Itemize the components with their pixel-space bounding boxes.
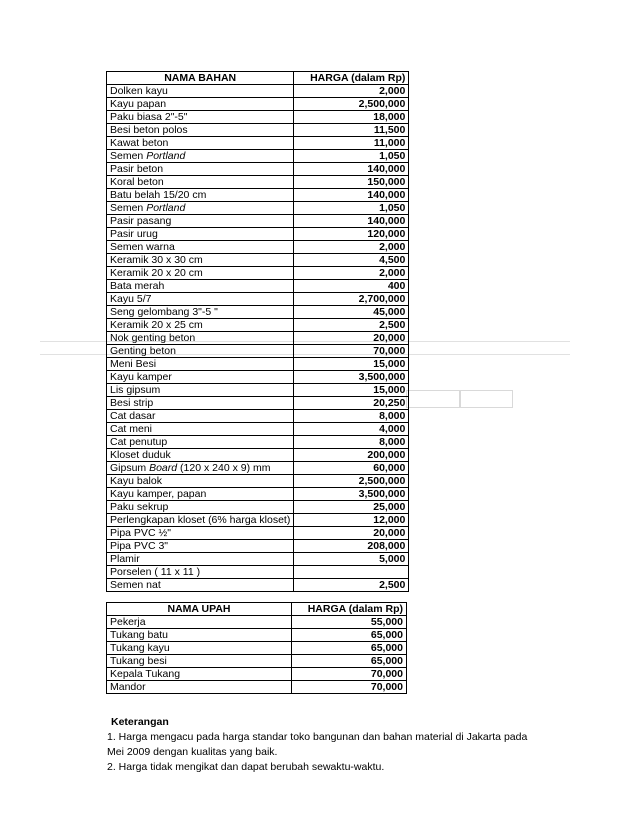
item-name-cell — [107, 436, 294, 449]
item-name: Batu belah 15/20 cm — [110, 189, 207, 201]
item-price-cell: 20,250 — [294, 397, 409, 410]
table-row — [107, 668, 407, 681]
item-price-cell: 20,000 — [294, 527, 409, 540]
item-price-cell: 12,000 — [294, 514, 409, 527]
table-row — [107, 176, 409, 189]
item-price-cell: 11,500 — [294, 124, 409, 137]
item-name: Gipsum — [110, 462, 150, 474]
item-name: Kayu 5/7 — [110, 293, 152, 305]
wage-price-table — [106, 602, 407, 694]
item-name-cell — [107, 267, 294, 280]
item-name: Kayu papan — [110, 98, 167, 110]
item-name: Koral beton — [110, 176, 164, 188]
item-price-cell: 4,500 — [294, 254, 409, 267]
item-name-cell — [107, 280, 294, 293]
item-name: Pasir urug — [110, 228, 158, 240]
table-row — [107, 345, 409, 358]
item-name-cell — [107, 655, 292, 668]
item-name: Kayu balok — [110, 475, 162, 487]
item-name-cell — [107, 98, 294, 111]
table-row — [107, 163, 409, 176]
item-name-cell — [107, 241, 294, 254]
item-price-cell: 65,000 — [292, 629, 407, 642]
item-price-cell: 150,000 — [294, 176, 409, 189]
table-header-row — [107, 603, 407, 616]
item-name-cell — [107, 501, 294, 514]
table-row — [107, 150, 409, 163]
table-row — [107, 436, 409, 449]
item-name-cell — [107, 449, 294, 462]
table-row — [107, 566, 409, 579]
item-price-cell: 208,000 — [294, 540, 409, 553]
item-name-cell — [107, 306, 294, 319]
item-name-cell — [107, 397, 294, 410]
item-name: Semen warna — [110, 241, 175, 253]
table-row — [107, 629, 407, 642]
table-row — [107, 579, 409, 592]
item-price-cell: 2,500,000 — [294, 475, 409, 488]
item-name-cell — [107, 514, 294, 527]
item-name-italic: Portland — [146, 202, 186, 214]
item-name-cell — [107, 475, 294, 488]
item-name-cell — [107, 228, 294, 241]
item-name-cell — [107, 629, 292, 642]
table-row — [107, 681, 407, 694]
item-name: Seng gelombang 3"-5 " — [110, 306, 218, 318]
item-price-cell: 70,000 — [294, 345, 409, 358]
table-row — [107, 423, 409, 436]
item-name-cell — [107, 423, 294, 436]
item-price-cell: 55,000 — [292, 616, 407, 629]
table-row — [107, 267, 409, 280]
item-price-cell: 1,050 — [294, 150, 409, 163]
item-price-cell: 2,500 — [294, 579, 409, 592]
item-name: Kawat beton — [110, 137, 169, 149]
table-row — [107, 85, 409, 98]
item-price-cell: 15,000 — [294, 358, 409, 371]
item-name-cell — [107, 384, 294, 397]
item-price-cell: 3,500,000 — [294, 371, 409, 384]
table-row — [107, 488, 409, 501]
table-row — [107, 475, 409, 488]
notes-section — [107, 715, 577, 775]
item-price-cell: 140,000 — [294, 215, 409, 228]
item-name: Pipa PVC ½" — [110, 527, 171, 539]
item-name-cell — [107, 332, 294, 345]
item-name: Pasir pasang — [110, 215, 172, 227]
item-name: Lis gipsum — [110, 384, 161, 396]
item-name-cell — [107, 681, 292, 694]
table-row — [107, 371, 409, 384]
item-price-cell: 45,000 — [294, 306, 409, 319]
item-name: Pasir beton — [110, 163, 164, 175]
item-price-cell: 2,500,000 — [294, 98, 409, 111]
table-row — [107, 254, 409, 267]
item-price-cell: 25,000 — [294, 501, 409, 514]
item-name: Cat dasar — [110, 410, 156, 422]
item-name-cell — [107, 553, 294, 566]
column-header-material-name: NAMA BAHAN — [107, 72, 294, 85]
item-price-cell: 5,000 — [294, 553, 409, 566]
item-name: Tukang kayu — [110, 642, 170, 654]
table-row — [107, 280, 409, 293]
item-price-cell: 8,000 — [294, 436, 409, 449]
table-row — [107, 137, 409, 150]
table-row — [107, 319, 409, 332]
item-price-cell: 120,000 — [294, 228, 409, 241]
item-name: Pipa PVC 3" — [110, 540, 169, 552]
item-name-cell — [107, 345, 294, 358]
note-line: Mei 2009 dengan kualitas yang baik. — [107, 746, 278, 758]
item-price-cell: 15,000 — [294, 384, 409, 397]
column-header-wage-name: NAMA UPAH — [107, 603, 292, 616]
column-header-price: HARGA (dalam Rp) — [294, 72, 409, 85]
wage-table-body — [107, 616, 407, 694]
item-name: Paku biasa 2"-5" — [110, 111, 188, 123]
item-price-cell: 65,000 — [292, 642, 407, 655]
item-name: Keramik 20 x 25 cm — [110, 319, 203, 331]
item-name-cell — [107, 410, 294, 423]
table-row — [107, 306, 409, 319]
table-row — [107, 553, 409, 566]
item-price-cell: 20,000 — [294, 332, 409, 345]
item-name: Kayu kamper, papan — [110, 488, 207, 500]
table-header-row — [107, 72, 409, 85]
table-row — [107, 501, 409, 514]
table-row — [107, 616, 407, 629]
note-line: 2. Harga tidak mengikat dan dapat berubah sewaktu-waktu. — [107, 761, 385, 773]
item-name-cell — [107, 642, 292, 655]
column-header-price: HARGA (dalam Rp) — [292, 603, 407, 616]
table-row — [107, 655, 407, 668]
item-name-cell — [107, 579, 294, 592]
table-row — [107, 215, 409, 228]
item-name-cell — [107, 85, 294, 98]
table-row — [107, 98, 409, 111]
item-price-cell: 2,000 — [294, 85, 409, 98]
item-price-cell: 18,000 — [294, 111, 409, 124]
item-name-cell — [107, 616, 292, 629]
table-row — [107, 410, 409, 423]
item-name: Mandor — [110, 681, 146, 693]
item-name: Nok genting beton — [110, 332, 196, 344]
item-price-cell: 140,000 — [294, 163, 409, 176]
material-table-body — [107, 85, 409, 592]
item-name: Semen — [110, 202, 147, 214]
item-name: Kepala Tukang — [110, 668, 181, 680]
item-name-cell — [107, 254, 294, 267]
item-name-italic: Board — [149, 462, 178, 474]
item-price-cell: 2,000 — [294, 267, 409, 280]
item-name: Tukang besi — [110, 655, 167, 667]
item-price-cell: 70,000 — [292, 681, 407, 694]
item-name: Meni Besi — [110, 358, 157, 370]
item-name: Kayu kamper — [110, 371, 172, 383]
item-price-cell: 400 — [294, 280, 409, 293]
item-price-cell: 70,000 — [292, 668, 407, 681]
item-price-cell: 200,000 — [294, 449, 409, 462]
item-name-cell — [107, 189, 294, 202]
table-row — [107, 189, 409, 202]
table-row — [107, 202, 409, 215]
note-line: 1. Harga mengacu pada harga standar toko bangunan dan bahan material di Jakarta pada — [107, 731, 528, 743]
table-row — [107, 384, 409, 397]
table-row — [107, 332, 409, 345]
item-name-cell — [107, 488, 294, 501]
table-row — [107, 540, 409, 553]
table-row — [107, 293, 409, 306]
item-price-cell: 60,000 — [294, 462, 409, 475]
item-name-cell — [107, 540, 294, 553]
table-row — [107, 527, 409, 540]
table-row — [107, 449, 409, 462]
item-name-cell — [107, 462, 294, 475]
item-name: Semen — [110, 150, 147, 162]
item-price-cell: 4,000 — [294, 423, 409, 436]
item-name-cell — [107, 202, 294, 215]
item-price-cell: 2,700,000 — [294, 293, 409, 306]
notes-title: Keterangan — [111, 716, 169, 728]
table-row — [107, 397, 409, 410]
item-name-cell — [107, 566, 294, 579]
item-price-cell: 11,000 — [294, 137, 409, 150]
table-row — [107, 111, 409, 124]
item-name: Keramik 30 x 30 cm — [110, 254, 203, 266]
item-name-cell — [107, 124, 294, 137]
item-name-cell — [107, 319, 294, 332]
item-price-cell: 3,500,000 — [294, 488, 409, 501]
item-name-cell — [107, 137, 294, 150]
item-name: Kloset duduk — [110, 449, 171, 461]
item-name-cell — [107, 111, 294, 124]
empty-cell-outline — [459, 390, 461, 408]
item-name: Besi strip — [110, 397, 154, 409]
item-name-cell — [107, 215, 294, 228]
item-name: Genting beton — [110, 345, 176, 357]
item-name-cell — [107, 358, 294, 371]
item-name: Dolken kayu — [110, 85, 168, 97]
item-price-cell: 8,000 — [294, 410, 409, 423]
item-name-suffix: (120 x 240 x 9) mm — [177, 462, 271, 474]
table-row — [107, 241, 409, 254]
table-row — [107, 358, 409, 371]
item-name: Perlengkapan kloset (6% harga kloset) — [110, 514, 291, 526]
item-name: Semen nat — [110, 579, 161, 591]
table-row — [107, 642, 407, 655]
item-price-cell: 2,500 — [294, 319, 409, 332]
item-name: Tukang batu — [110, 629, 168, 641]
item-price-cell: 65,000 — [292, 655, 407, 668]
item-name-cell — [107, 163, 294, 176]
item-price-cell: 1,050 — [294, 202, 409, 215]
item-name-cell — [107, 293, 294, 306]
table-row — [107, 228, 409, 241]
item-name-cell — [107, 176, 294, 189]
item-name-cell — [107, 150, 294, 163]
item-name-cell — [107, 527, 294, 540]
table-row — [107, 462, 409, 475]
item-name: Porselen ( 11 x 11 ) — [110, 566, 201, 578]
material-price-table — [106, 71, 409, 592]
item-name: Paku sekrup — [110, 501, 169, 513]
item-name: Plamir — [110, 553, 140, 565]
item-name: Besi beton polos — [110, 124, 188, 136]
item-name: Keramik 20 x 20 cm — [110, 267, 203, 279]
item-price-cell: 140,000 — [294, 189, 409, 202]
item-name-italic: Portland — [146, 150, 186, 162]
item-price-cell — [294, 566, 409, 579]
item-name-cell — [107, 668, 292, 681]
item-price-cell: 2,000 — [294, 241, 409, 254]
item-name-cell — [107, 371, 294, 384]
item-name: Cat meni — [110, 423, 153, 435]
table-row — [107, 124, 409, 137]
item-name: Bata merah — [110, 280, 165, 292]
table-row — [107, 514, 409, 527]
item-name: Pekerja — [110, 616, 146, 628]
item-name: Cat penutup — [110, 436, 168, 448]
